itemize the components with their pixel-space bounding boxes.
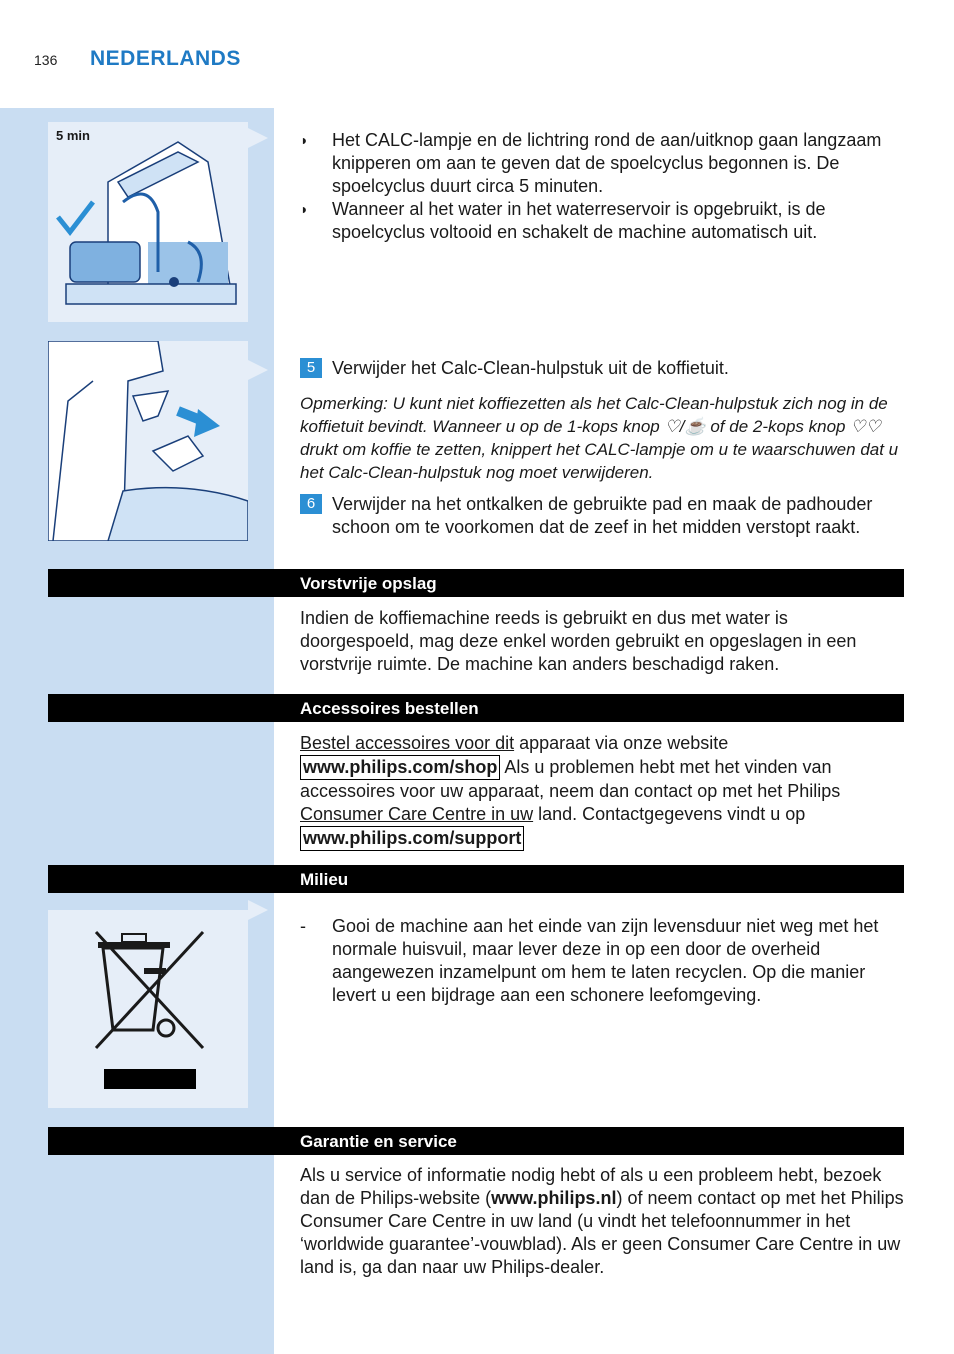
section-heading: Milieu — [300, 870, 349, 889]
environment-text: - Gooi de machine aan het einde van zijn levensduur niet weg met het normale huisvuil, maar lever deze in op een door de overheid aangewezen inzamelpunt om hem te laten recyclen. Op die manier levert u een bijdrage aan een schonere leefomgeving. — [300, 916, 879, 1005]
figure-pointer — [248, 900, 268, 920]
section-heading-bar — [48, 865, 904, 893]
bullet-item: ◗ Wanneer al het water in het waterreservoir is opgebruikt, is de spoelcyclus voltooid en schakelt de machine automatisch uit. — [300, 199, 826, 242]
one-cup-icon: ♡/☕ — [664, 417, 706, 436]
accessories-text: Bestel accessoires voor dit apparaat via onze website www.philips.com/shop Als u problemen hebt met het vinden van accessoires voor uw apparaat, neem dan contact op met het Philips Consumer Care Centre in uw land. Contactgegevens vindt u op www.philips.com/support — [300, 732, 904, 851]
bullet-icon: ◗ — [300, 201, 309, 217]
step-6 — [300, 493, 904, 539]
weee-figure — [48, 910, 248, 1108]
remove-tool-figure — [48, 341, 248, 541]
step-number-badge: 5 — [300, 358, 322, 378]
note-text: Opmerking: U kunt niet koffiezetten als het Calc-Clean-hulpstuk zich nog in de koffietuit bevindt. Wanneer u op de 1-kops knop ♡/☕ of de 2-kops knop ♡♡ drukt om koffie te zetten, knippert het CALC-lampje om u te waarschuwen dat u het Calc-Clean-hulpstuk nog moet verwijderen. — [300, 394, 899, 482]
dash-bullet: - — [300, 916, 306, 936]
step-number-badge: 6 — [300, 494, 322, 514]
step-text: Verwijder het Calc-Clean-hulpstuk uit de koffietuit. — [332, 358, 729, 378]
step-text: Verwijder na het ontkalken de gebruikte pad en maak de padhouder schoon om te voorkomen dat de zeef in het midden verstopt raakt. — [332, 494, 873, 537]
section-heading: Vorstvrije opslag — [300, 574, 437, 593]
page-title: NEDERLANDS — [90, 47, 241, 70]
section-heading-bar — [48, 694, 904, 722]
warranty-text: Als u service of informatie nodig hebt of als u een probleem hebt, bezoek dan de Philips-website (www.philips.nl) of neem contact op met het Philips Consumer Care Centre in uw land (u vindt het telefoonnummer in het ‘worldwide guarantee’-vouwblad). Als er geen Consumer Care Centre in uw land is, ga dan naar uw Philips-dealer. — [300, 1165, 904, 1277]
support-link[interactable]: www.philips.com/support — [300, 826, 524, 851]
figure-pointer — [248, 360, 268, 380]
two-cup-icon: ♡♡ — [850, 417, 881, 436]
frost-text: Indien de koffiemachine reeds is gebruikt en dus met water is doorgespoeld, mag deze enkel worden gebruikt en opgeslagen in een vorstvrije ruimte. De machine kan anders beschadigd raken. — [300, 608, 857, 674]
descaling-figure — [48, 122, 248, 322]
page-number: 136 — [34, 52, 58, 68]
section-heading-bar — [48, 569, 904, 597]
section-heading: Garantie en service — [300, 1132, 457, 1151]
philips-link[interactable]: www.philips.nl — [491, 1188, 617, 1208]
section-heading: Accessoires bestellen — [300, 699, 479, 718]
shop-link[interactable]: www.philips.com/shop — [300, 755, 500, 780]
bullet-icon: ◗ — [300, 132, 309, 148]
figure-pointer — [248, 128, 268, 148]
crossed-bin-icon — [48, 910, 248, 1108]
step-5 — [300, 357, 904, 380]
section-heading-bar — [48, 1127, 904, 1155]
bullet-item: ◗ Het CALC-lampje en de lichtring rond de aan/uitknop gaan langzaam knipperen om aan te geven dat de spoelcyclus begonnen is. De spoelcyclus duurt circa 5 minuten. — [300, 130, 882, 196]
calc-bullets — [300, 129, 904, 244]
figure-time-label: 5 min — [56, 128, 90, 143]
